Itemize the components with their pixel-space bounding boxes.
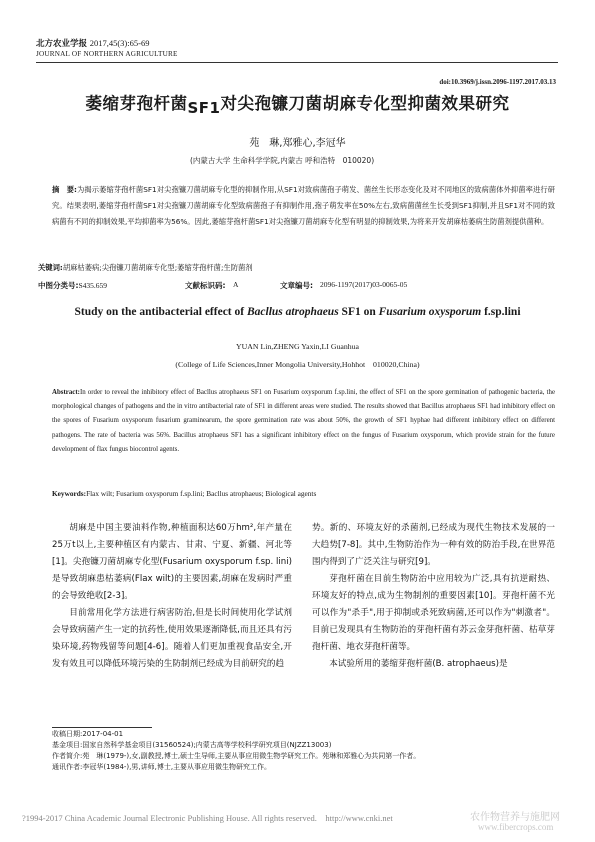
body-paragraph: 目前常用化学方法进行病害防治,但是长时间使用化学试剂会导致病菌产生一定的抗药性,使用效果逐渐降低,而且还具有污染环境,药物残留等问题[4-6]。随着人们更加重视食品安全,开发有效且可以降低环境污染的生防制剂已经成为目前研究的趋 (52, 608, 292, 669)
body-paragraph: 势。新的、环境友好的杀菌剂,已经成为现代生物技术发展的一大趋势[7-8]。其中,生物防治作为一种有效的防治手段,在世界范围内得到了广泛关注与研究[9]。 (312, 523, 555, 567)
title-en-part1: Study on the antibacterial effect of (74, 306, 247, 318)
abstract-cn-label: 摘 要: (52, 185, 77, 194)
footnote-rule (52, 727, 152, 728)
keywords-en-text: Flax wilt; Fusarium oxysporum f.sp.lini; Bacllus atrophaeus; Biological agents (86, 489, 317, 498)
abstract-en-text: In order to reveal the inhibitory effect of Bacllus atrophaeus SF1 on Fusarium oxysporum f.sp.lini, the effect of SF1 on the spore germination of pathogenic bacteria, the morphological changes of pathogens and the in vitro antibacterial rate of SF1 in different areas were studied. The results showed that Bacillus atrophaeus SF1 had inhibitory effect on the spores of Fusarium oxysporum fusarium graminearum, the spore germination rate was about 50%, the growth of SF1 hyphae had different inhibitory effect on different pathogens. The rate of bacteria was 56%. Bacillus atrophaeus SF1 has a significant inhibitory effect on the fungus of Fusarium oxysporum, which provide strain for the future development of flax fungus biocontrol agents. (52, 389, 555, 453)
doc-code-value: A (233, 280, 239, 289)
copyright-footer: ?1994-2017 China Academic Journal Electronic Publishing House. All rights reserved. http://www.cnki.net (22, 813, 393, 823)
title-en-pathogen: Fusarium oxysporum (378, 306, 482, 318)
abstract-cn-text: 为揭示萎缩芽孢杆菌SF1对尖孢镰刀菌胡麻专化型的抑制作用,从SF1对致病菌孢子萌发、菌丝生长形态变化及对不同地区的致病菌体外抑菌率进行研究。结果表明,萎缩芽孢杆菌SF1对尖孢镰刀菌胡麻专化型致病菌孢子有抑制作用,孢子萌发率在50%左右,致病菌菌丝生长受到SF1抑制,并且SF1对不同的致病菌有不同的抑制效果,平均抑菌率为56%。因此,萎缩芽孢杆菌SF1对尖孢镰刀菌胡麻专化型有明显的抑制效果,为将来开发胡麻枯萎病生防菌剂提供菌种。 (52, 185, 555, 226)
title-en (0, 306, 595, 318)
footnote-contact: 通讯作者:李冠华(1984-),男,讲师,博士,主要从事应用微生物研究工作。 (52, 763, 272, 771)
header-rule (36, 62, 558, 63)
title-en-species: Bacllus atrophaeus (246, 306, 339, 318)
journal-name-cn: 北方农业学报 (36, 39, 88, 49)
doi: doi:10.3969/j.issn.2096-1197.2017.03.13 (439, 78, 556, 86)
keywords-en-label: Keywords: (52, 489, 87, 498)
body-right-column (312, 520, 555, 673)
watermark-url: www.fibercrops.com (478, 822, 554, 832)
article-no-value: 2096-1197(2017)03-0065-05 (320, 280, 408, 289)
journal-header (36, 38, 149, 50)
article-no-label: 文章编号: (280, 281, 313, 290)
body-paragraph: 芽孢杆菌在目前生物防治中应用较为广泛,具有抗逆耐热、环境友好的特点,成为生物制剂的重要因素[10]。芽孢杆菌不光可以作为"杀手",用于抑制或杀死致病菌,还可以作为"刺激者"。目前已发现具有生物防治的芽孢杆菌有苏云金芽孢杆菌、枯草芽孢杆菌、地衣芽孢杆菌等。 (312, 574, 555, 652)
clc-label: 中图分类号: (38, 281, 79, 290)
title-en-part3: f.sp.lini (481, 306, 521, 318)
abstract-cn (52, 182, 555, 230)
classification-line (38, 280, 558, 291)
title-en-part2: SF1 on (338, 306, 379, 318)
body-paragraph: 胡麻是中国主要油料作物,种植面积达60万hm²,年产量在25万t以上,主要种植区有内蒙古、甘肃、宁夏、新疆、河北等[1]。尖孢镰刀菌胡麻专化型(Fusarium oxysporum f.sp. lini)是导致胡麻患枯萎病(Flax wilt)的主要因素,胡麻在发病时严重的会导致绝收[2-3]。 (52, 523, 292, 601)
abstract-en-label: Abstract: (52, 389, 80, 396)
footnote-received: 收稿日期:2017-04-01 (52, 730, 124, 738)
authors-en: YUAN Lin,ZHENG Yaxin,LI Guanhua (235, 342, 359, 351)
journal-name-en: JOURNAL OF NORTHERN AGRICULTURE (36, 50, 178, 58)
title-cn (0, 90, 595, 117)
title-cn-part1: 萎缩芽孢杆菌 (85, 94, 188, 113)
watermark-cn: 农作物营养与施肥网 (470, 812, 560, 823)
doc-code-label: 文献标识码: (185, 281, 226, 290)
keywords-cn-text: 胡麻枯萎病;尖孢镰刀菌胡麻专化型;萎缩芽孢杆菌;生防菌剂 (62, 263, 253, 272)
title-cn-part2: 对尖孢镰刀菌胡麻专化型抑菌效果研究 (220, 94, 510, 113)
keywords-en (52, 488, 555, 500)
title-cn-strain: SF1 (187, 99, 221, 117)
keywords-cn-label: 关键词: (38, 263, 63, 272)
body-left-column (52, 520, 292, 673)
footnote-fund: 基金项目:国家自然科学基金项目(31560524);内蒙古高等学校科学研究项目(NJZZ13003) (52, 741, 332, 749)
journal-volume: 2017,45(3):65-69 (89, 38, 150, 48)
footnote-author: 作者简介:苑 琳(1979-),女,副教授,博士,硕士生导师,主要从事应用微生物学研究工作。苑琳和郑雅心为共同第一作者。 (52, 752, 421, 760)
abstract-en (52, 386, 555, 457)
body-paragraph: 本试验所用的萎缩芽孢杆菌(B. atrophaeus)是 (329, 659, 508, 669)
affiliation-cn: (内蒙古大学 生命科学学院,内蒙古 呼和浩特 010020) (190, 156, 375, 165)
affiliation-en: (College of Life Sciences,Inner Mongolia University,Hohhot 010020,China) (175, 360, 420, 369)
authors-cn: 苑 琳,郑雅心,李冠华 (249, 138, 346, 149)
keywords-cn (38, 262, 555, 274)
clc-value: S435.659 (78, 281, 108, 290)
footnote (52, 729, 557, 773)
